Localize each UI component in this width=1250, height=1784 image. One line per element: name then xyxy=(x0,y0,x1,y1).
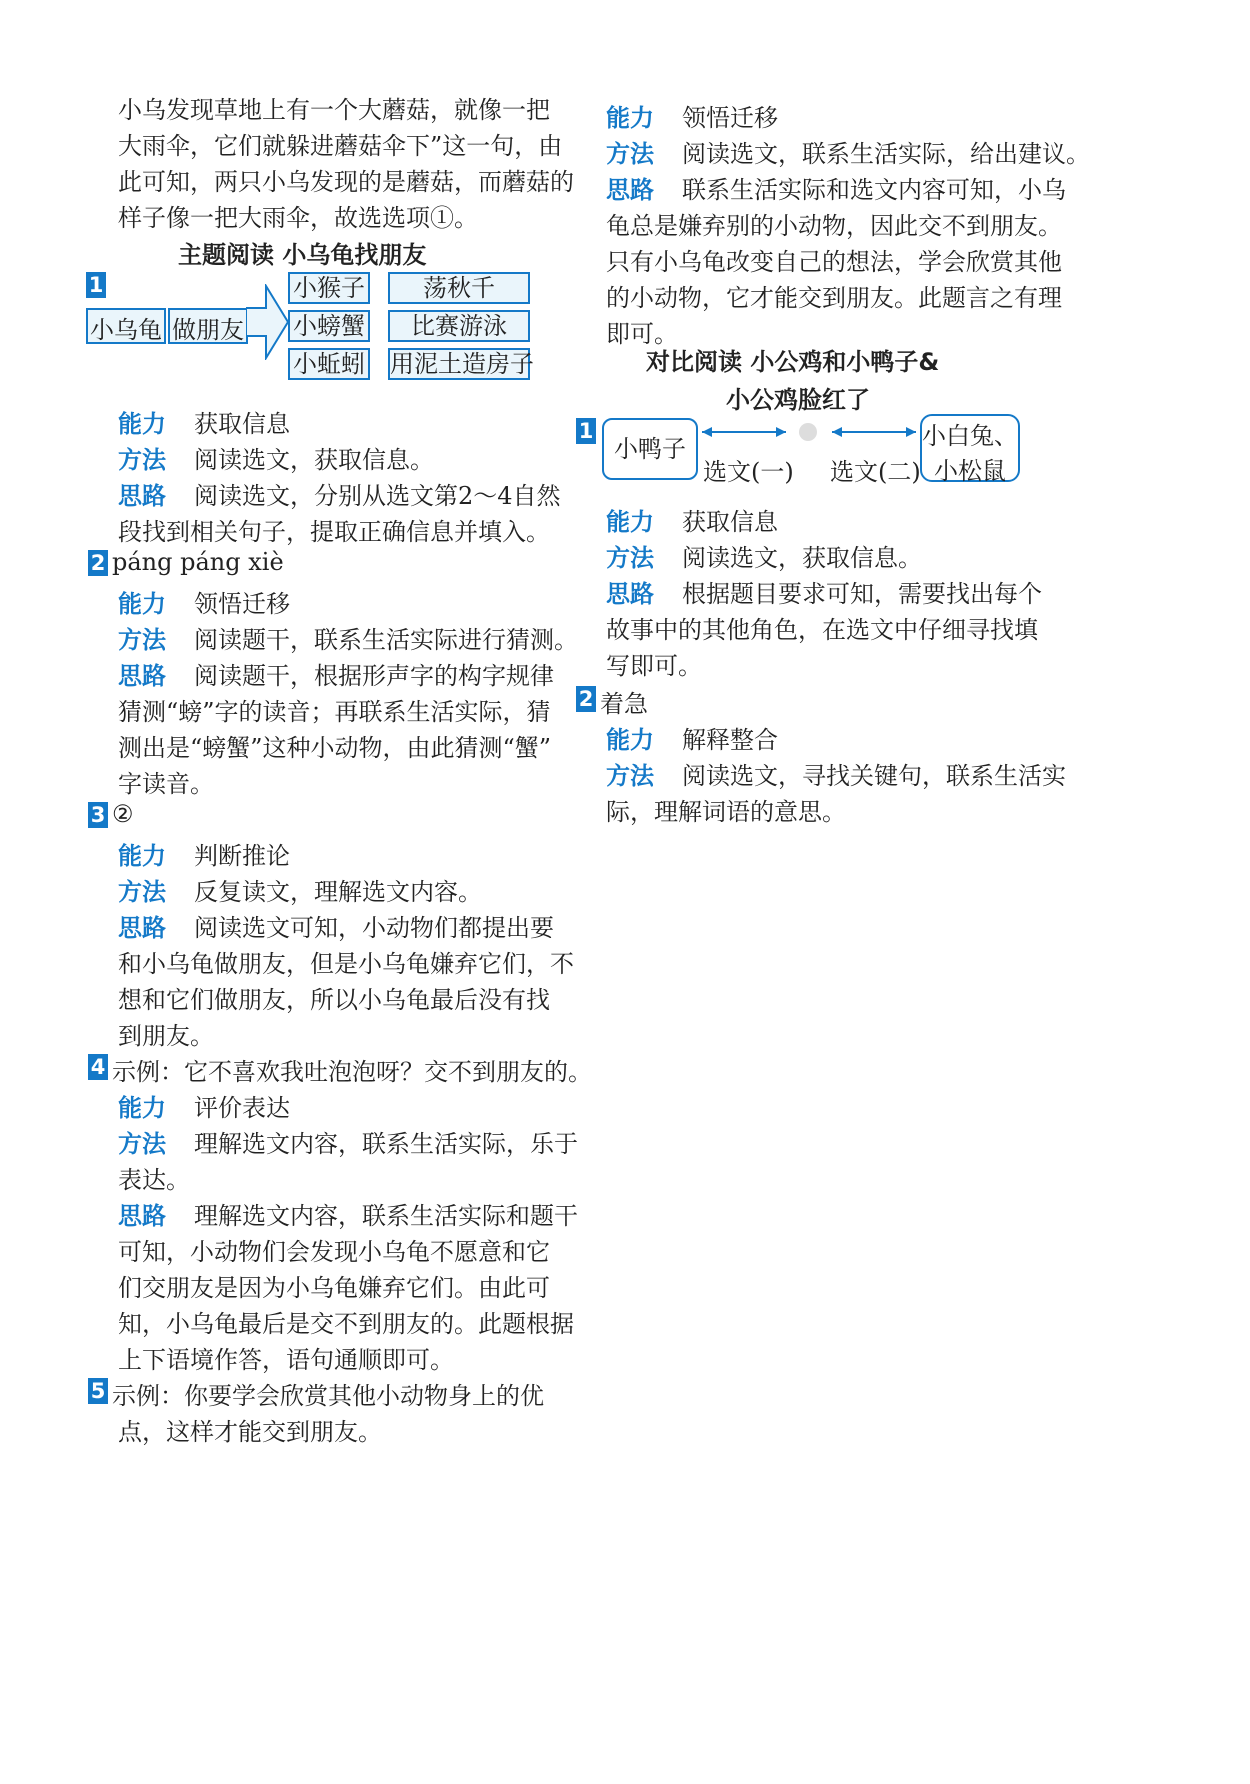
line: 方法 阅读选文，获取信息。 xyxy=(118,446,434,474)
section-title-3: 小公鸡脸红了 xyxy=(726,386,870,414)
line: 方法 理解选文内容，联系生活实际，乐于 xyxy=(118,1130,578,1158)
activity-box: 荡秋千 xyxy=(388,272,530,304)
line: 思路 阅读题干，根据形声字的构字规律 xyxy=(118,662,554,690)
q-num: 2 xyxy=(88,550,108,576)
activity-box: 比赛游泳 xyxy=(388,310,530,342)
line: 只有小乌龟改变自己的想法，学会欣赏其他 xyxy=(606,248,1062,276)
line: 能力 领悟迁移 xyxy=(606,104,778,132)
q-num: 1 xyxy=(576,418,596,444)
line: 可知，小动物们会发现小乌龟不愿意和它 xyxy=(118,1238,550,1266)
line: 测出是“螃蟹”这种小动物，由此猜测“蟹” xyxy=(118,734,552,762)
line: 能力 评价表达 xyxy=(118,1094,290,1122)
line: 能力 判断推论 xyxy=(118,842,290,870)
line: 方法 阅读选文，联系生活实际，给出建议。 xyxy=(606,140,1090,168)
box-b: 做朋友 xyxy=(168,308,248,344)
line: 段找到相关句子，提取正确信息并填入。 xyxy=(118,518,550,546)
line: 小乌发现草地上有一个大蘑菇，就像一把 xyxy=(118,96,550,124)
animal-box: 小螃蟹 xyxy=(288,310,370,342)
line: 即可。 xyxy=(606,320,678,348)
line: 故事中的其他角色，在选文中仔细寻找填 xyxy=(606,616,1038,644)
line: 方法 反复读文，理解选文内容。 xyxy=(118,878,482,906)
section-title-2: 对比阅读 小公鸡和小鸭子& xyxy=(646,348,940,376)
line: 示例：它不喜欢我吐泡泡呀？交不到朋友的。 xyxy=(112,1058,592,1086)
line: 上下语境作答，语句通顺即可。 xyxy=(118,1346,454,1374)
char-a: 小鸭子 xyxy=(602,418,698,480)
line: 写即可。 xyxy=(606,652,702,680)
q-num: 2 xyxy=(576,686,596,712)
line: 龟总是嫌弃别的小动物，因此交不到朋友。 xyxy=(606,212,1062,240)
line: 能力 获取信息 xyxy=(118,410,290,438)
line: 想和它们做朋友，所以小乌龟最后没有找 xyxy=(118,986,550,1014)
line: 能力 领悟迁移 xyxy=(118,590,290,618)
line: 思路 理解选文内容，联系生活实际和题干 xyxy=(118,1202,578,1230)
line: 的小动物，它才能交到朋友。此题言之有理 xyxy=(606,284,1062,312)
line: 思路 根据题目要求可知，需要找出每个 xyxy=(606,580,1042,608)
line: 思路 阅读选文，分别从选文第2～4自然 xyxy=(118,482,561,510)
line: 能力 解释整合 xyxy=(606,726,778,754)
q-num: 3 xyxy=(88,802,108,828)
line: 字读音。 xyxy=(118,770,214,798)
line: 猜测“螃”字的读音；再联系生活实际，猜 xyxy=(118,698,551,726)
line: 大雨伞，它们就躲进蘑菇伞下”这一句，由 xyxy=(118,132,563,160)
line: 能力 获取信息 xyxy=(606,508,778,536)
line: 样子像一把大雨伞，故选选项①。 xyxy=(118,204,478,232)
q-num: 1 xyxy=(86,272,106,298)
line: 着急 xyxy=(600,690,648,718)
line: 知，小乌龟最后是交不到朋友的。此题根据 xyxy=(118,1310,574,1338)
q-num: 4 xyxy=(88,1054,108,1080)
line: 们交朋友是因为小乌龟嫌弃它们。由此可 xyxy=(118,1274,550,1302)
q-num: 5 xyxy=(88,1378,108,1404)
activity-box: 用泥土造房子 xyxy=(390,350,534,378)
label-y: 选文(二) xyxy=(830,458,921,486)
char-b: 小白兔、 小松鼠 xyxy=(920,414,1020,482)
label-x: 选文(一) xyxy=(703,458,794,486)
line: 和小乌龟做朋友，但是小乌龟嫌弃它们，不 xyxy=(118,950,574,978)
line: 到朋友。 xyxy=(118,1022,214,1050)
line: 点，这样才能交到朋友。 xyxy=(118,1418,382,1446)
line: 思路 联系生活实际和选文内容可知，小乌 xyxy=(606,176,1066,204)
line: 际，理解词语的意思。 xyxy=(606,798,846,826)
line: ② xyxy=(112,800,134,828)
section-title: 主题阅读 小乌龟找朋友 xyxy=(178,241,427,269)
line: 方法 阅读题干，联系生活实际进行猜测。 xyxy=(118,626,578,654)
line: 此可知，两只小乌发现的是蘑菇，而蘑菇的 xyxy=(118,168,574,196)
line: 示例：你要学会欣赏其他小动物身上的优 xyxy=(112,1382,544,1410)
line: 思路 阅读选文可知，小动物们都提出要 xyxy=(118,914,554,942)
line: 方法 阅读选文，寻找关键句，联系生活实 xyxy=(606,762,1066,790)
line: páng páng xiè xyxy=(112,548,284,576)
box-a: 小乌龟 xyxy=(86,308,166,344)
line: 方法 阅读选文，获取信息。 xyxy=(606,544,922,572)
arrow-icon xyxy=(246,284,290,360)
animal-box: 小猴子 xyxy=(288,272,370,304)
line: 表达。 xyxy=(118,1166,190,1194)
arrows-icon xyxy=(698,422,920,442)
animal-box: 小蚯蚓 xyxy=(288,348,370,380)
